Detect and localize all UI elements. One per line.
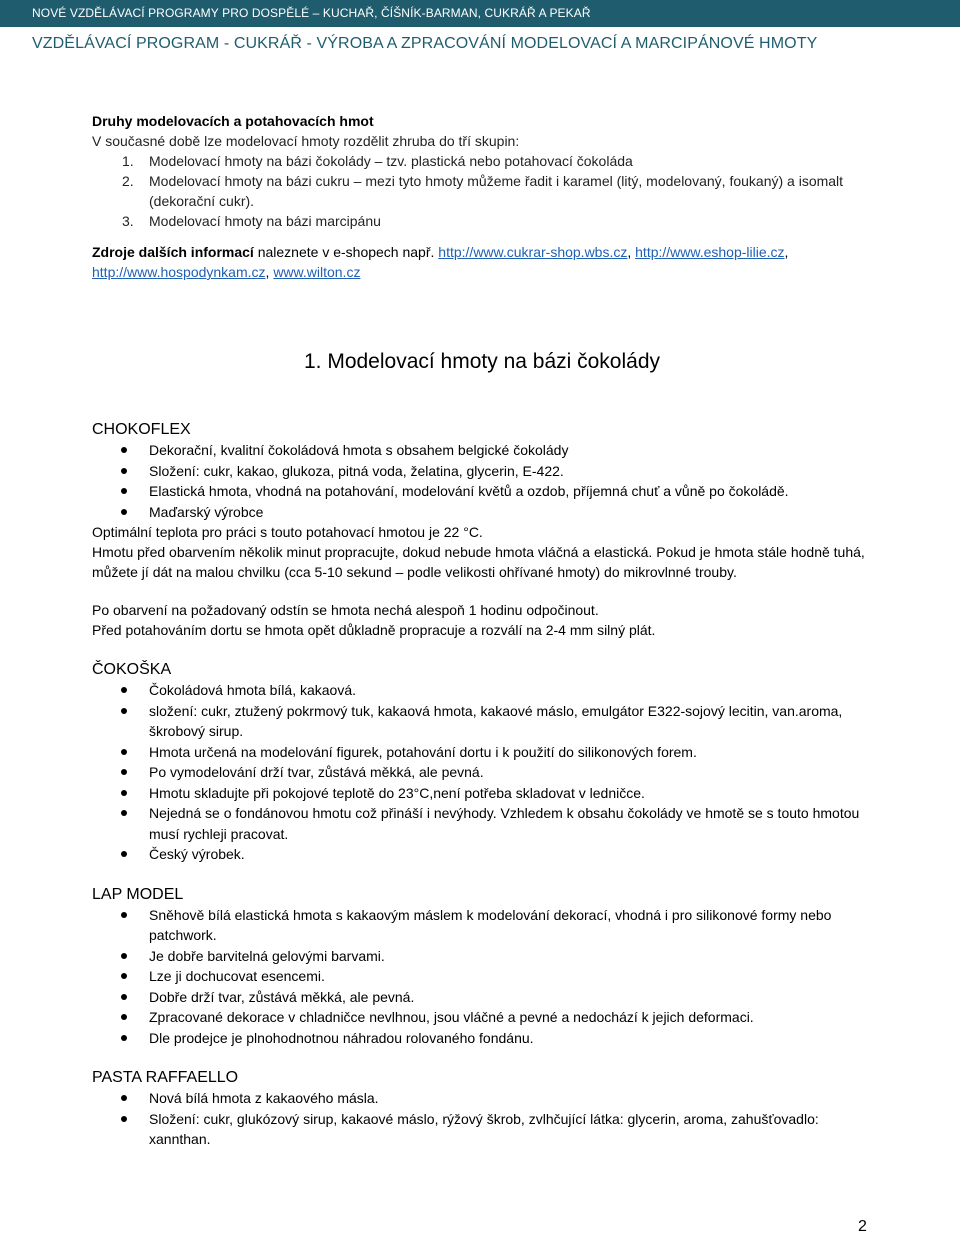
bullet-icon — [121, 509, 127, 515]
list-item-text: Složení: cukr, kakao, glukoza, pitná voda, želatina, glycerin, E-422. — [149, 462, 564, 479]
group-number: 3. — [122, 213, 134, 229]
list-item-text: Po vymodelování drží tvar, zůstává měkká, ale pevná. — [149, 764, 484, 780]
bullet-icon — [121, 708, 127, 714]
group-item — [92, 171, 872, 211]
chokoflex-list — [92, 440, 872, 522]
cokoska-heading: ČOKOŠKA — [92, 661, 172, 678]
bullet-icon — [121, 749, 127, 755]
list-item-text: Lze ji dochucovat esencemi. — [149, 968, 325, 984]
bullet-icon — [121, 769, 127, 775]
link-separator: , — [627, 244, 636, 260]
list-item-text: Český výrobek. — [149, 846, 245, 862]
section-title: 1. Modelovací hmoty na bázi čokolády — [303, 350, 661, 373]
link-cukrar-shop[interactable]: http://www.cukrar-shop.wbs.cz — [438, 244, 628, 260]
list-item-text: Hmotu skladujte při pokojové teplotě do 23°C,není potřeba skladovat v ledničce. — [149, 784, 645, 801]
list-item — [92, 844, 872, 865]
list-item — [92, 461, 872, 482]
lapmodel-list — [92, 905, 872, 1049]
list-item — [92, 680, 872, 701]
bullet-icon — [121, 994, 127, 1000]
list-item — [92, 987, 872, 1008]
link-separator: , — [784, 244, 789, 260]
bullet-icon — [121, 790, 127, 796]
top-bar-title: NOVÉ VZDĚLÁVACÍ PROGRAMY PRO DOSPĚLÉ – KUCHAŘ, ČÍŠNÍK-BARMAN, CUKRÁŘ A PEKAŘ — [32, 6, 591, 20]
group-item — [92, 211, 872, 231]
intro-title: Druhy modelovacích a potahovacích hmot — [92, 113, 374, 129]
list-item-text: Složení: cukr, glukózový sirup, kakaové máslo, rýžový škrob, zvlhčující látka: glycerin, aroma, zahušťovadlo: xannthan. — [149, 1110, 819, 1147]
list-item-text: Elastická hmota, vhodná na potahování, modelování květů a ozdob, příjemná chuť a vůně po čokoládě. — [149, 483, 789, 499]
link-wilton[interactable]: www.wilton.cz — [273, 264, 361, 280]
list-item-text: Sněhově bílá elastická hmota s kakaovým máslem k modelování dekorací, vhodná i pro silikonové formy nebo patchwork. — [149, 906, 832, 943]
sources-label: Zdroje dalších informací — [92, 244, 254, 260]
list-item-text: Dobře drží tvar, zůstává měkká, ale pevná. — [149, 988, 415, 1005]
list-item — [92, 905, 872, 946]
pasta-list — [92, 1088, 872, 1150]
list-item — [92, 946, 872, 967]
bullet-icon — [121, 687, 127, 693]
link-hospodynkam[interactable]: http://www.hospodynkam.cz — [92, 264, 266, 280]
list-item — [92, 742, 872, 763]
bullet-icon — [121, 1014, 127, 1020]
bullet-icon — [121, 973, 127, 979]
list-item-text: Dekorační, kvalitní čokoládová hmota s obsahem belgické čokolády — [149, 442, 569, 458]
group-text: Modelovací hmoty na bázi čokolády – tzv. plastická nebo potahovací čokoláda — [149, 153, 633, 169]
bullet-icon — [121, 488, 127, 494]
pasta-heading: PASTA RAFFAELLO — [92, 1069, 239, 1086]
lapmodel-heading: LAP MODEL — [92, 885, 184, 903]
list-item-text: Zpracované dekorace v chladničce nevlhnou, jsou vláčné a pevné a nedochází k jejich deformaci. — [149, 1009, 754, 1025]
bullet-icon — [121, 447, 127, 453]
group-text: Modelovací hmoty na bázi marcipánu — [149, 213, 381, 229]
top-bar — [0, 0, 960, 27]
page-number: 2 — [858, 1218, 867, 1235]
chokoflex-temperature: Optimální teplota pro práci s touto potahovací hmotou je 22 °C. — [92, 524, 483, 540]
bullet-icon — [121, 1116, 127, 1122]
list-item — [92, 966, 872, 987]
chokoflex-rolling: Před potahováním dortu se hmota opět důkladně propracuje a rozválí na 2-4 mm silný plát. — [92, 622, 656, 638]
bullet-icon — [121, 1095, 127, 1101]
list-item-text: Nejedná se o fondánovou hmotu což přináší i nevýhody. Vzhledem k obsahu čokolády ve hmotě se s touto hmotou musí rychleji pracovat. — [149, 805, 860, 842]
list-item — [92, 440, 872, 461]
chokoflex-preparation: Hmotu před obarvením několik minut propracujte, dokud nebude hmota vláčná a elastická. Pokud je hmota stále hodně tuhá, můžete jí dát na malou chvilku (cca 5-10 sekund – podle velikosti ohřívané hmoty) do mikrovlnné trouby. — [92, 544, 865, 580]
list-item — [92, 762, 872, 783]
chokoflex-rest: Po obarvení na požadovaný odstín se hmota nechá alespoň 1 hodinu odpočinout. — [92, 602, 599, 618]
list-item — [92, 701, 872, 742]
list-item-text: Nová bílá hmota z kakaového másla. — [149, 1090, 379, 1106]
group-item — [92, 151, 872, 171]
bullet-icon — [121, 912, 127, 918]
groups-list — [92, 151, 872, 231]
list-item-text: Hmota určená na modelování figurek, potahování dortu i k použití do silikonových forem. — [149, 743, 697, 760]
group-number: 1. — [122, 153, 134, 169]
intro-lead: V současné době lze modelovací hmoty rozdělit zhruba do tří skupin: — [92, 133, 520, 149]
bullet-icon — [121, 810, 127, 816]
sources-text: naleznete v e-shopech např. — [253, 244, 439, 260]
link-separator: , — [265, 264, 274, 280]
sources-paragraph — [92, 242, 872, 282]
list-item-text: Maďarský výrobce — [149, 503, 264, 520]
bullet-icon — [121, 468, 127, 474]
link-eshop-lilie[interactable]: http://www.eshop-lilie.cz — [635, 244, 785, 260]
list-item — [92, 803, 872, 844]
list-item — [92, 783, 872, 804]
bullet-icon — [121, 851, 127, 857]
chokoflex-heading: CHOKOFLEX — [92, 421, 191, 438]
bullet-icon — [121, 953, 127, 959]
list-item — [92, 502, 872, 523]
list-item-text: složení: cukr, ztužený pokrmový tuk, kakaová hmota, kakaové máslo, emulgátor E322-sojový lecitin, van.aroma, škrobový sirup. — [149, 702, 843, 739]
bullet-icon — [121, 1035, 127, 1041]
list-item — [92, 1028, 872, 1049]
list-item — [92, 481, 872, 502]
list-item — [92, 1088, 872, 1109]
program-header: VZDĚLÁVACÍ PROGRAM - CUKRÁŘ - VÝROBA A ZPRACOVÁNÍ MODELOVACÍ A MARCIPÁNOVÉ HMOTY — [32, 35, 818, 52]
group-text: Modelovací hmoty na bázi cukru – mezi tyto hmoty můžeme řadit i karamel (litý, modelovaný, foukaný) a isomalt (dekorační cukr). — [149, 173, 844, 209]
group-number: 2. — [122, 173, 134, 189]
cokoska-list — [92, 680, 872, 865]
list-item — [92, 1109, 872, 1150]
list-item — [92, 1007, 872, 1028]
list-item-text: Je dobře barvitelná gelovými barvami. — [149, 947, 385, 964]
list-item-text: Čokoládová hmota bílá, kakaová. — [149, 682, 357, 698]
list-item-text: Dle prodejce je plnohodnotnou náhradou rolovaného fondánu. — [149, 1029, 534, 1046]
document-content — [92, 111, 872, 1150]
